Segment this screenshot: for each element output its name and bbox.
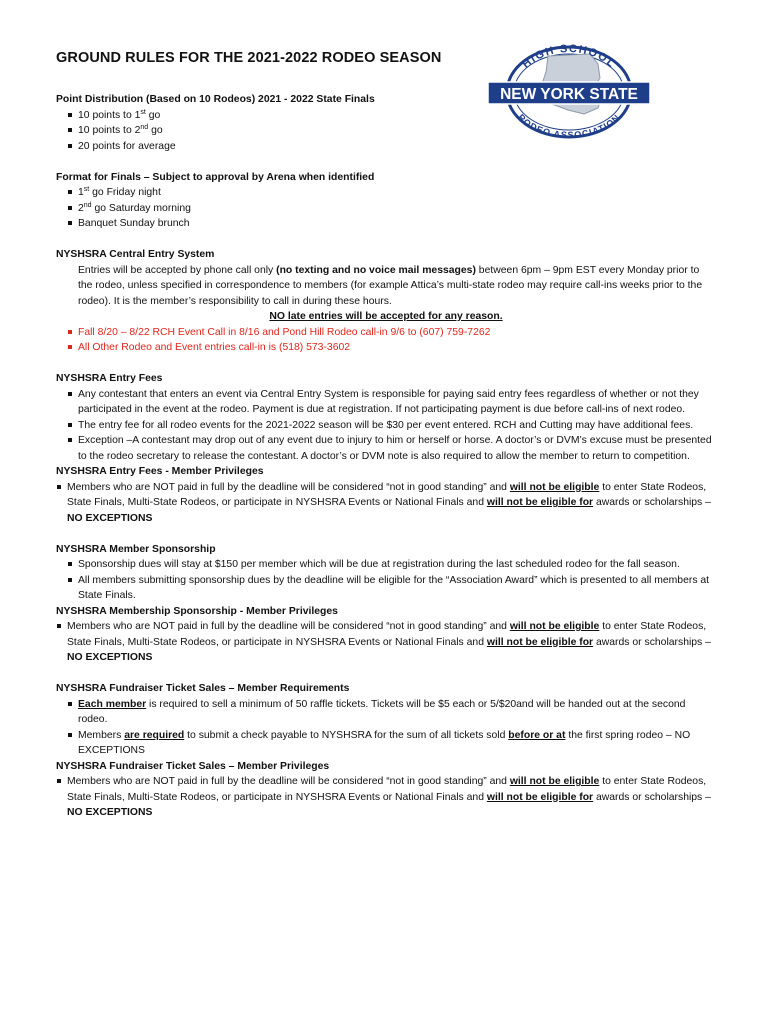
point-distribution-section	[56, 92, 716, 154]
list-item: Fall 8/20 – 8/22 RCH Event Call in 8/16 and Pond Hill Rodeo call-in 9/6 to (607) 759-7262	[56, 325, 716, 341]
finals-format-list	[56, 185, 716, 232]
list-item: 10 points to 1st go	[56, 108, 716, 124]
list-item: Each member is required to sell a minimum of 50 raffle tickets. Tickets will be $5 each or 5/$20and will be handed out at the second rodeo.	[56, 697, 716, 728]
list-item: 10 points to 2nd go	[56, 123, 716, 139]
list-item: Members who are NOT paid in full by the deadline will be considered “not in good standing” and will not be eligible to enter State Rodeos, State Finals, Multi-State Rodeos, or participate in NYSHSRA Events or National Finals and will not be eligible for awards or scholarships – NO EXCEPTIONS	[56, 619, 716, 666]
member-sponsorship-list	[56, 557, 716, 604]
central-entry-section	[56, 247, 716, 356]
point-distribution-list	[56, 108, 716, 155]
list-item: Sponsorship dues will stay at $150 per member which will be due at registration during the last scheduled rodeo for the fall season.	[56, 557, 716, 573]
entry-fees-privileges-list	[56, 480, 716, 527]
list-item: All Other Rodeo and Event entries call-in is (518) 573-3602	[56, 340, 716, 356]
list-item: Exception –A contestant may drop out of any event due to injury to him or herself or horse. A doctor’s or DVM’s excuse must be presented to the rodeo secretary to release the contestant. A doctor’s or DVM note is also required to allow the member to return to competition.	[56, 433, 716, 464]
list-item: Members who are NOT paid in full by the deadline will be considered “not in good standing” and will not be eligible to enter State Rodeos, State Finals, Multi-State Rodeos, or participate in NYSHSRA Events or National Finals and will not be eligible for awards or scholarships – NO EXCEPTIONS	[56, 774, 716, 821]
entry-fees-section	[56, 371, 716, 526]
fundraiser-privileges-list	[56, 774, 716, 821]
member-sponsorship-section	[56, 542, 716, 666]
entry-fees-privileges-heading: NYSHSRA Entry Fees - Member Privileges	[56, 466, 264, 477]
call-in-list	[56, 325, 716, 356]
list-item: Members are required to submit a check payable to NYSHSRA for the sum of all tickets sold before or at the first spring rodeo – NO EXCEPTIONS	[56, 728, 716, 759]
list-item: All members submitting sponsorship dues by the deadline will be eligible for the “Association Award” which is presented to all members at State Finals.	[56, 573, 716, 604]
point-distribution-heading: Point Distribution (Based on 10 Rodeos) 2021 - 2022 State Finals	[56, 94, 375, 105]
sponsorship-privileges-list	[56, 619, 716, 666]
central-entry-heading: NYSHSRA Central Entry System	[56, 249, 215, 260]
late-entries-notice: NO late entries will be accepted for any reason.	[269, 311, 503, 322]
logo-banner-text: NEW YORK STATE	[500, 86, 638, 103]
fundraiser-list	[56, 697, 716, 759]
list-item: 1st go Friday night	[56, 185, 716, 201]
list-item: The entry fee for all rodeo events for the 2021-2022 season will be $30 per event entered. RCH and Cutting may have additional fees.	[56, 418, 716, 434]
list-item: Members who are NOT paid in full by the deadline will be considered “not in good standing” and will not be eligible to enter State Rodeos, State Finals, Multi-State Rodeos, or participate in NYSHSRA Events or National Finals and will not be eligible for awards or scholarships – NO EXCEPTIONS	[56, 480, 716, 527]
list-item: Banquet Sunday brunch	[56, 216, 716, 232]
list-item: Any contestant that enters an event via Central Entry System is responsible for paying said entry fees regardless of whether or not they participated in the event at the rodeo. Payment is due at registration. If not participating payment is due before call-ins of next rodeo.	[56, 387, 716, 418]
entry-fees-list	[56, 387, 716, 465]
entry-fees-heading: NYSHSRA Entry Fees	[56, 373, 163, 384]
list-item: 20 points for average	[56, 139, 716, 155]
central-entry-paragraph: Entries will be accepted by phone call only (no texting and no voice mail messages) between 6pm – 9pm EST every Monday prior to the rodeo, unless specified in correspondence to members (for example Attica’s multi-state rodeo may require call-ins weeks prior to the rodeo). It is the member’s responsibility to call in during these hours.	[78, 264, 703, 307]
list-item: 2nd go Saturday morning	[56, 201, 716, 217]
finals-format-heading: Format for Finals – Subject to approval by Arena when identified	[56, 171, 375, 183]
fundraiser-heading: NYSHSRA Fundraiser Ticket Sales – Member Requirements	[56, 683, 350, 694]
logo-bottom-text: RODEO ASSOCIATION	[515, 112, 623, 140]
page-title: GROUND RULES FOR THE 2021-2022 RODEO SEASON	[56, 50, 442, 66]
finals-format-section	[56, 170, 716, 232]
fundraiser-privileges-heading: NYSHSRA Fundraiser Ticket Sales – Member Privileges	[56, 760, 330, 772]
logo-top-text: HIGH SCHOOL	[520, 44, 618, 71]
sponsorship-privileges-heading: NYSHSRA Membership Sponsorship - Member Privileges	[56, 605, 338, 617]
document-body	[56, 92, 716, 821]
fundraiser-section	[56, 681, 716, 821]
member-sponsorship-heading: NYSHSRA Member Sponsorship	[56, 543, 216, 555]
